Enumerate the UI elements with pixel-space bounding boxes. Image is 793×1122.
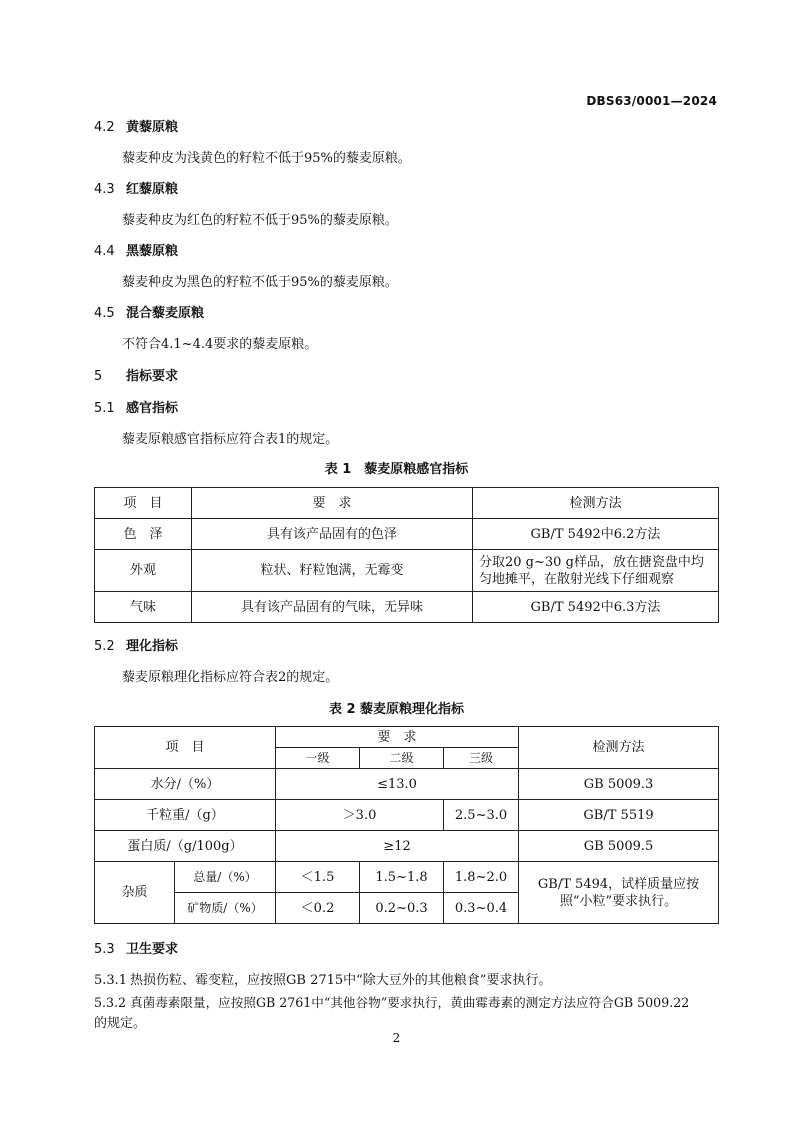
table1-caption: 表 1 藜麦原粮感官指标 [324, 462, 469, 477]
section-heading-5-3: 5.3 卫生要求 [94, 942, 179, 957]
kernel-weight-value-grade-3: 2.5~3.0 [444, 800, 519, 831]
protein-label: 蛋白质/（g/100g） [95, 831, 276, 862]
table1-header-row [95, 488, 719, 519]
kernel-weight-label: 千粒重/（g） [95, 800, 276, 831]
table-cell: 粒状、籽粒饱满，无霉变 [192, 550, 473, 592]
table1-header-item: 项 目 [95, 488, 192, 519]
moisture-method: GB 5009.3 [519, 769, 719, 800]
section-heading-4-2: 4.2 黄藜原粮 [94, 120, 179, 135]
table-row [95, 862, 719, 893]
kernel-weight-value-grade-1-2: ＞3.0 [276, 800, 444, 831]
section-text-4-3: 藜麦种皮为红色的籽粒不低于95%的藜麦原粮。 [122, 213, 398, 228]
table-cell: GB/T 5492中6.3方法 [473, 592, 719, 623]
section-heading-4-3: 4.3 红藜原粮 [94, 182, 179, 197]
impurity-label: 杂质 [95, 862, 175, 924]
table2-physicochemical-indicators [94, 726, 719, 924]
clause-5-3-2-continued: 的规定。 [94, 1016, 147, 1031]
section-text-4-5: 不符合4.1~4.4要求的藜麦原粮。 [122, 337, 318, 352]
grade-1-header: 一级 [276, 748, 360, 769]
kernel-weight-method: GB/T 5519 [519, 800, 719, 831]
table-cell: GB/T 5492中6.2方法 [473, 519, 719, 550]
table-cell: 气味 [95, 592, 192, 623]
impurity-total-grade-3: 1.8~2.0 [444, 862, 519, 893]
impurity-mineral-grade-3: 0.3~0.4 [444, 893, 519, 924]
table-row [95, 519, 719, 550]
table1-sensory-indicators [94, 487, 719, 623]
section-text-5-2: 藜麦原粮理化指标应符合表2的规定。 [122, 670, 339, 685]
table-cell: 具有该产品固有的气味，无异味 [192, 592, 473, 623]
grade-3-header: 三级 [444, 748, 519, 769]
impurity-mineral-label: 矿物质/（%） [175, 893, 276, 924]
section-text-4-2: 藜麦种皮为浅黄色的籽粒不低于95%的藜麦原粮。 [122, 151, 411, 166]
table-cell: 色 泽 [95, 519, 192, 550]
table-row [95, 550, 719, 592]
table2-header-item: 项 目 [95, 727, 276, 769]
table2-header-requirement: 要 求 [276, 727, 519, 748]
impurity-method: GB/T 5494，试样质量应按照“小粒”要求执行。 [519, 862, 719, 924]
table1-header-method: 检测方法 [473, 488, 719, 519]
clause-5-3-2: 5.3.2 真菌毒素限量，应按照GB 2761中“其他谷物”要求执行，黄曲霉毒素的测定方法应符合GB 5009.22 [94, 995, 690, 1010]
grade-2-header: 二级 [360, 748, 444, 769]
section-text-4-4: 藜麦种皮为黑色的籽粒不低于95%的藜麦原粮。 [122, 275, 398, 290]
protein-method: GB 5009.5 [519, 831, 719, 862]
impurity-mineral-grade-2: 0.2~0.3 [360, 893, 444, 924]
document-code: DBS63/0001—2024 [586, 94, 717, 108]
table2-header-row [95, 727, 719, 748]
impurity-total-grade-2: 1.5~1.8 [360, 862, 444, 893]
table2-caption: 表 2 藜麦原粮理化指标 [328, 702, 465, 717]
table-row [95, 831, 719, 862]
protein-value: ≥12 [276, 831, 519, 862]
table-row [95, 800, 719, 831]
section-text-5-1: 藜麦原粮感官指标应符合表1的规定。 [122, 432, 339, 447]
table-row [95, 592, 719, 623]
section-heading-5-2: 5.2 理化指标 [94, 639, 179, 654]
table1-header-requirement: 要 求 [192, 488, 473, 519]
impurity-mineral-grade-1: ＜0.2 [276, 893, 360, 924]
moisture-value: ≤13.0 [276, 769, 519, 800]
impurity-total-grade-1: ＜1.5 [276, 862, 360, 893]
table-cell: 分取20 g~30 g样品，放在搪瓷盘中均匀地摊平，在散射光线下仔细观察 [473, 550, 719, 592]
section-heading-5: 5 指标要求 [94, 369, 179, 384]
table2-header-method: 检测方法 [519, 727, 719, 769]
page-number: 2 [392, 1031, 401, 1045]
table-cell: 具有该产品固有的色泽 [192, 519, 473, 550]
section-heading-4-5: 4.5 混合藜麦原粮 [94, 306, 205, 321]
moisture-label: 水分/（%） [95, 769, 276, 800]
table-cell: 外观 [95, 550, 192, 592]
table-row [95, 769, 719, 800]
section-heading-5-1: 5.1 感官指标 [94, 401, 179, 416]
section-heading-4-4: 4.4 黑藜原粮 [94, 244, 179, 259]
impurity-total-label: 总量/（%） [175, 862, 276, 893]
clause-5-3-1: 5.3.1 热损伤粒、霉变粒，应按照GB 2715中“除大豆外的其他粮食”要求执行。 [94, 973, 552, 988]
